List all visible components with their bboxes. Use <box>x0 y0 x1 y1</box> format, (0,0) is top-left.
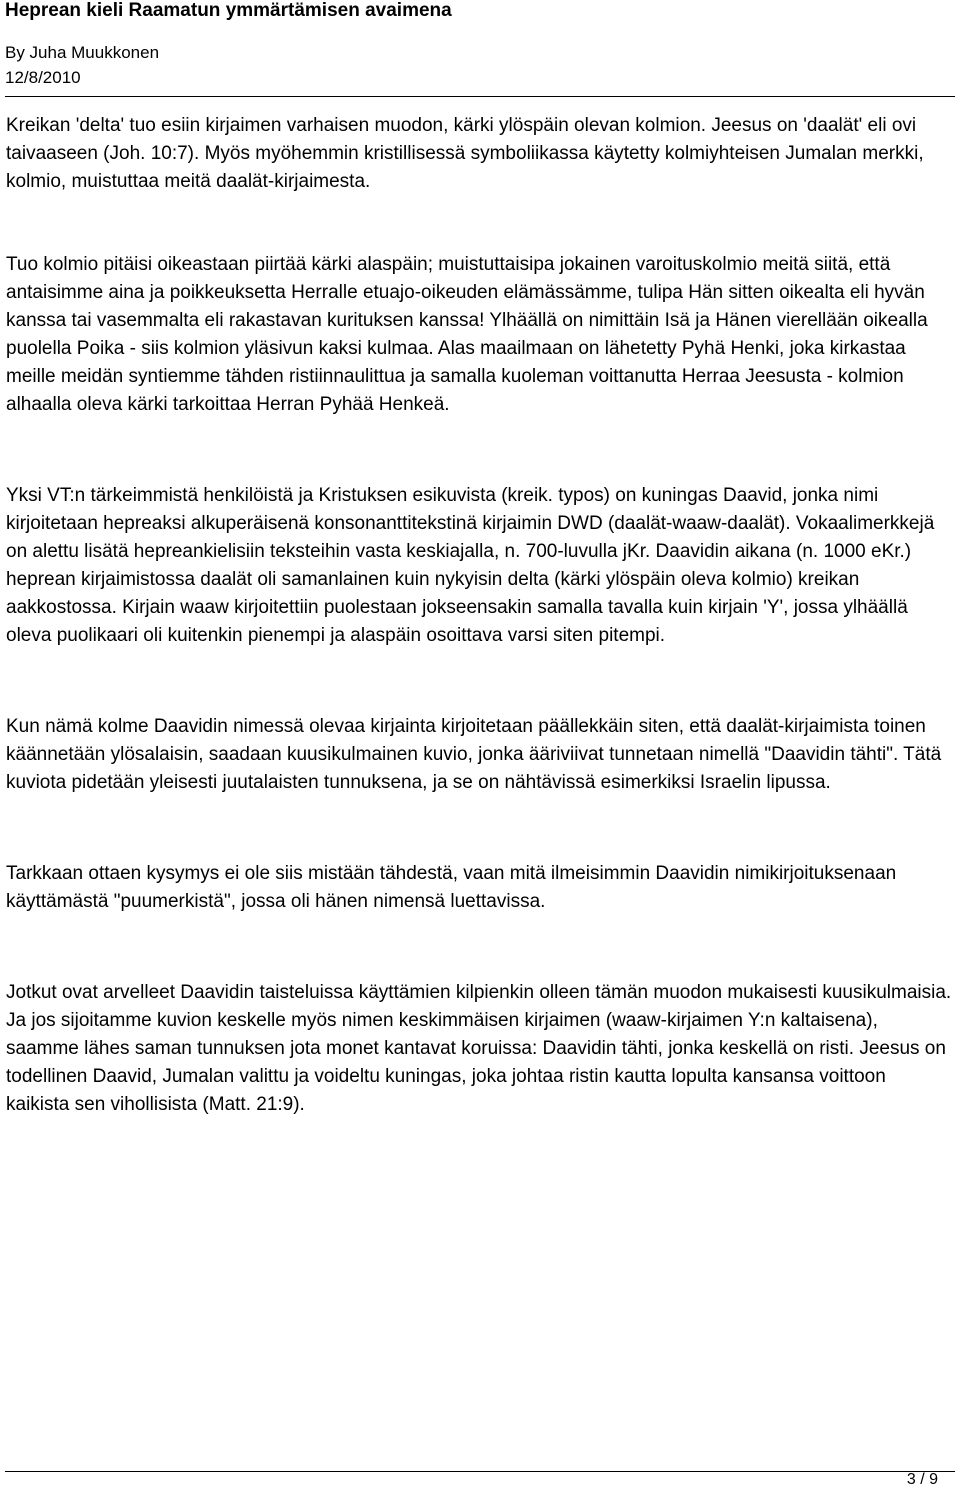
document-header <box>5 0 955 88</box>
document-title: Heprean kieli Raamatun ymmärtämisen avaimena <box>5 0 452 21</box>
paragraph-2: Tuo kolmio pitäisi oikeastaan piirtää kärki alaspäin; muistuttaisipa jokainen varoituskolmio meitä siitä, että antaisimme aina ja poikkeuksetta Herralle etuajo-oikeuden elämässämme, tulipa Hän sitten oikealta eli hyvän kanssa tai vasemmalta eli rakastavan kurituksen kanssa! Ylhäällä on nimittäin Isä ja Hänen vierellään oikealla puolella Poika - siis kolmion yläsivun kaksi kulmaa. Alas maailmaan on lähetetty Pyhä Henki, joka kirkastaa meille meidän syntiemme tähden ristiinnaulittua ja samalla kuoleman voittanutta Herraa Jeesusta - kolmion alhaalla oleva kärki tarkoittaa Herran Pyhää Henkeä. <box>6 254 928 415</box>
paragraph-5: Tarkkaan ottaen kysymys ei ole siis mistään tähdestä, vaan mitä ilmeisimmin Daavidin nimikirjoituksenaan käyttämästä "puumerkistä", jossa oli hänen nimensä luettavissa. <box>6 863 897 912</box>
paragraph-6: Jotkut ovat arvelleet Daavidin taisteluissa käyttämien kilpienkin olleen tämän muodon mukaisesti kuusikulmaisia. Ja jos sijoitamme kuvion keskelle myös nimen keskimmäisen kirjaimen (waaw-kirjaimen Y:n kaltaisena), saamme lähes saman tunnuksen jota monet kantavat koruissa: Daavidin tähti, jonka keskellä on risti. Jeesus on todellinen Daavid, Jumalan valittu ja voideltu kuningas, joka johtaa ristin kautta lopulta kansansa voittoon kaikista sen vihollisista (Matt. 21:9). <box>6 982 952 1115</box>
author-line: By Juha Muukkonen <box>5 43 160 62</box>
footer-divider <box>5 1471 955 1472</box>
paragraph-1: Kreikan 'delta' tuo esiin kirjaimen varhaisen muodon, kärki ylöspäin olevan kolmion. Jeesus on 'daalät' eli ovi taivaaseen (Joh. 10:7). Myös myöhemmin kristillisessä symboliikassa käytetty kolmiyhteisen Jumalan merkki, kolmio, muistuttaa meitä daalät-kirjaimesta. <box>6 115 924 192</box>
document-body <box>6 112 954 1119</box>
paragraph-3: Yksi VT:n tärkeimmistä henkilöistä ja Kristuksen esikuvista (kreik. typos) on kuningas Daavid, jonka nimi kirjoitetaan hepreaksi alkuperäisenä konsonanttitekstinä kirjaimin DWD (daalät-waaw-daalät). Vokaalimerkkejä on alettu lisätä hepreankielisiin teksteihin vasta keskiajalla, n. 700-luvulla jKr. Daavidin aikana (n. 1000 eKr.) heprean kirjaimistossa daalät oli samanlainen kuin nykyisin delta (kärki ylöspäin oleva kolmio) kreikan aakkostossa. Kirjain waaw kirjoitettiin puolestaan jokseensakin samalla tavalla kuin kirjain 'Y', jossa ylhäällä oleva puolikaari oli kuitenkin pienempi ja alaspäin osoittava varsi siten pitempi. <box>6 485 935 646</box>
date-line: 12/8/2010 <box>5 68 81 87</box>
page-number: 3 / 9 <box>906 1471 938 1488</box>
header-divider <box>5 96 955 97</box>
paragraph-4: Kun nämä kolme Daavidin nimessä olevaa kirjainta kirjoitetaan päällekkäin siten, että daalät-kirjaimista toinen käännetään ylösalaisin, saadaan kuusikulmainen kuvio, jonka ääriviivat tunnetaan nimellä "Daavidin tähti". Tätä kuviota pidetään yleisesti juutalaisten tunnuksena, ja se on nähtävissä esimerkiksi Israelin lipussa. <box>6 716 942 793</box>
